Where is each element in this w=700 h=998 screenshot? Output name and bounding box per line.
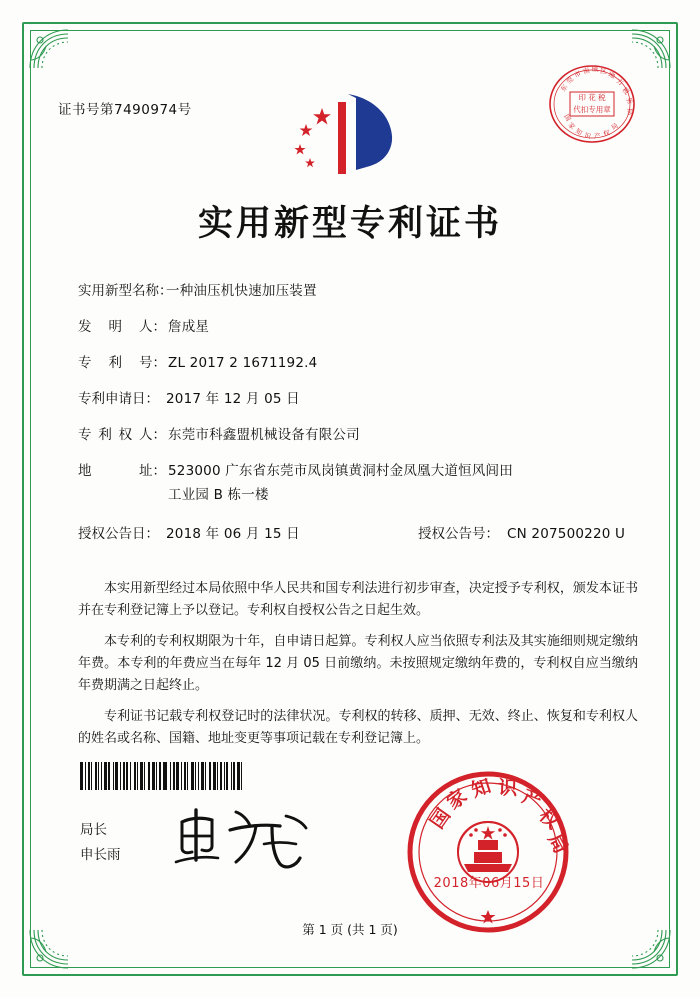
- field-label: [78, 462, 168, 482]
- label-char: 专: [78, 427, 92, 444]
- signature-role: 局长: [80, 822, 107, 838]
- svg-text:区: 区: [599, 67, 608, 76]
- body-text: [78, 578, 638, 759]
- svg-text:代扣专用章: 代扣专用章: [573, 105, 611, 114]
- svg-text:产: 产: [594, 132, 601, 140]
- svg-text:局: 局: [609, 121, 620, 132]
- svg-text:权: 权: [602, 128, 611, 138]
- svg-text:家: 家: [566, 120, 577, 131]
- svg-text:识: 识: [497, 777, 518, 800]
- svg-text:印 花 税: 印 花 税: [578, 93, 606, 102]
- svg-text:市: 市: [572, 69, 583, 80]
- svg-text:东: 东: [559, 83, 570, 94]
- page-title: 实用新型专利证书: [197, 204, 502, 244]
- svg-text:地: 地: [607, 70, 617, 81]
- field-patentee: [78, 426, 640, 446]
- svg-text:南: 南: [581, 66, 591, 76]
- svg-text:局: 局: [543, 830, 572, 858]
- barcode: [80, 762, 242, 790]
- certificate-number: 证书号第7490974号: [58, 102, 192, 118]
- field-value: 2017 年 12 月 05 日: [166, 391, 300, 408]
- handwritten-signature: [168, 800, 318, 872]
- page-footer: 第 1 页 (共 1 页): [302, 922, 398, 937]
- field-value: 一种油压机快速加压装置: [166, 283, 317, 299]
- label-char: 地: [78, 463, 92, 480]
- svg-text:家: 家: [442, 784, 472, 814]
- patent-office-logo-icon: [286, 88, 404, 180]
- svg-text:方: 方: [614, 77, 625, 88]
- signature-block: [80, 818, 121, 868]
- svg-text:权: 权: [534, 804, 564, 834]
- label-char: 人：: [138, 427, 166, 444]
- field-value: 2018 年 06 月 15 日: [166, 525, 300, 542]
- label-char: 利: [98, 427, 112, 444]
- field-value: [168, 462, 513, 505]
- address-line-1: 523000 广东省东莞市凤岗镇黄洞村金凤凰大道恒风闾田: [168, 463, 513, 480]
- field-grant-date: [78, 522, 418, 542]
- svg-text:莞: 莞: [564, 75, 576, 86]
- svg-text:务: 务: [624, 96, 635, 106]
- svg-text:识: 识: [583, 131, 592, 141]
- field-label: 专利申请日：: [78, 391, 159, 408]
- tax-stamp-seal: [546, 58, 638, 150]
- field-label: [78, 354, 168, 374]
- label-char: 址：: [139, 463, 166, 480]
- field-label: 实用新型名称：: [78, 283, 173, 299]
- label-char: 明: [108, 319, 122, 336]
- label-char: 发: [78, 319, 92, 336]
- paragraph-3: 专利证书记载专利权登记时的法律状况。专利权的转移、质押、无效、终止、恢复和专利权人的姓名或名称、国籍、地址变更等事项记载在专利登记簿上。: [78, 708, 638, 747]
- address-line-2: 工业园 B 栋一楼: [168, 486, 269, 503]
- field-utility-model-name: [78, 282, 640, 302]
- field-value: ZL 2017 2 1671192.4: [168, 355, 318, 372]
- svg-text:产: 产: [519, 785, 545, 813]
- label-char: 专: [78, 355, 92, 372]
- seal-date: 2018年06月15日: [433, 876, 545, 891]
- field-label: 授权公告号：: [418, 525, 499, 542]
- label-char: 号：: [139, 355, 166, 372]
- svg-text:国: 国: [562, 113, 573, 123]
- field-label: [78, 318, 168, 338]
- field-inventor: [78, 318, 640, 338]
- field-application-date: [78, 390, 640, 410]
- field-address: [78, 462, 640, 505]
- svg-text:知: 知: [573, 126, 584, 138]
- grant-announcement-row: [78, 522, 640, 542]
- label-char: 人：: [139, 319, 166, 336]
- official-red-seal: [404, 768, 572, 936]
- label-char: 利: [108, 355, 122, 372]
- field-value: CN 207500220 U: [507, 525, 626, 542]
- field-value: 东莞市科鑫盟机械设备有限公司: [168, 427, 360, 444]
- field-label: 授权公告日：: [78, 525, 159, 542]
- field-grant-number: [418, 522, 625, 542]
- svg-text:局: 局: [625, 107, 635, 116]
- label-char: 权: [118, 427, 133, 444]
- field-patent-number: [78, 354, 640, 374]
- paragraph-2: 本专利的专利权期限为十年，自申请日起算。专利权人应当依照专利法及其实施细则规定缴纳年费。本专利的年费应当在每年 12 月 05 日前缴纳。未按照规定缴纳年费的，专利权自应当缴纳年费期满之日起终止。: [78, 633, 638, 694]
- signature-name: 申长雨: [80, 846, 121, 863]
- field-list: [78, 282, 640, 552]
- svg-text:城: 城: [591, 65, 599, 74]
- paragraph-1: 本实用新型经过本局依照中华人民共和国专利法进行初步审查，决定授予专利权，颁发本证书并在专利登记簿上予以登记。专利权自授权公告之日起生效。: [78, 581, 638, 619]
- svg-text:税: 税: [620, 85, 631, 97]
- svg-text:国: 国: [426, 804, 456, 833]
- field-label: [78, 426, 168, 446]
- svg-text:知: 知: [468, 774, 494, 802]
- field-value: 詹成星: [168, 319, 210, 336]
